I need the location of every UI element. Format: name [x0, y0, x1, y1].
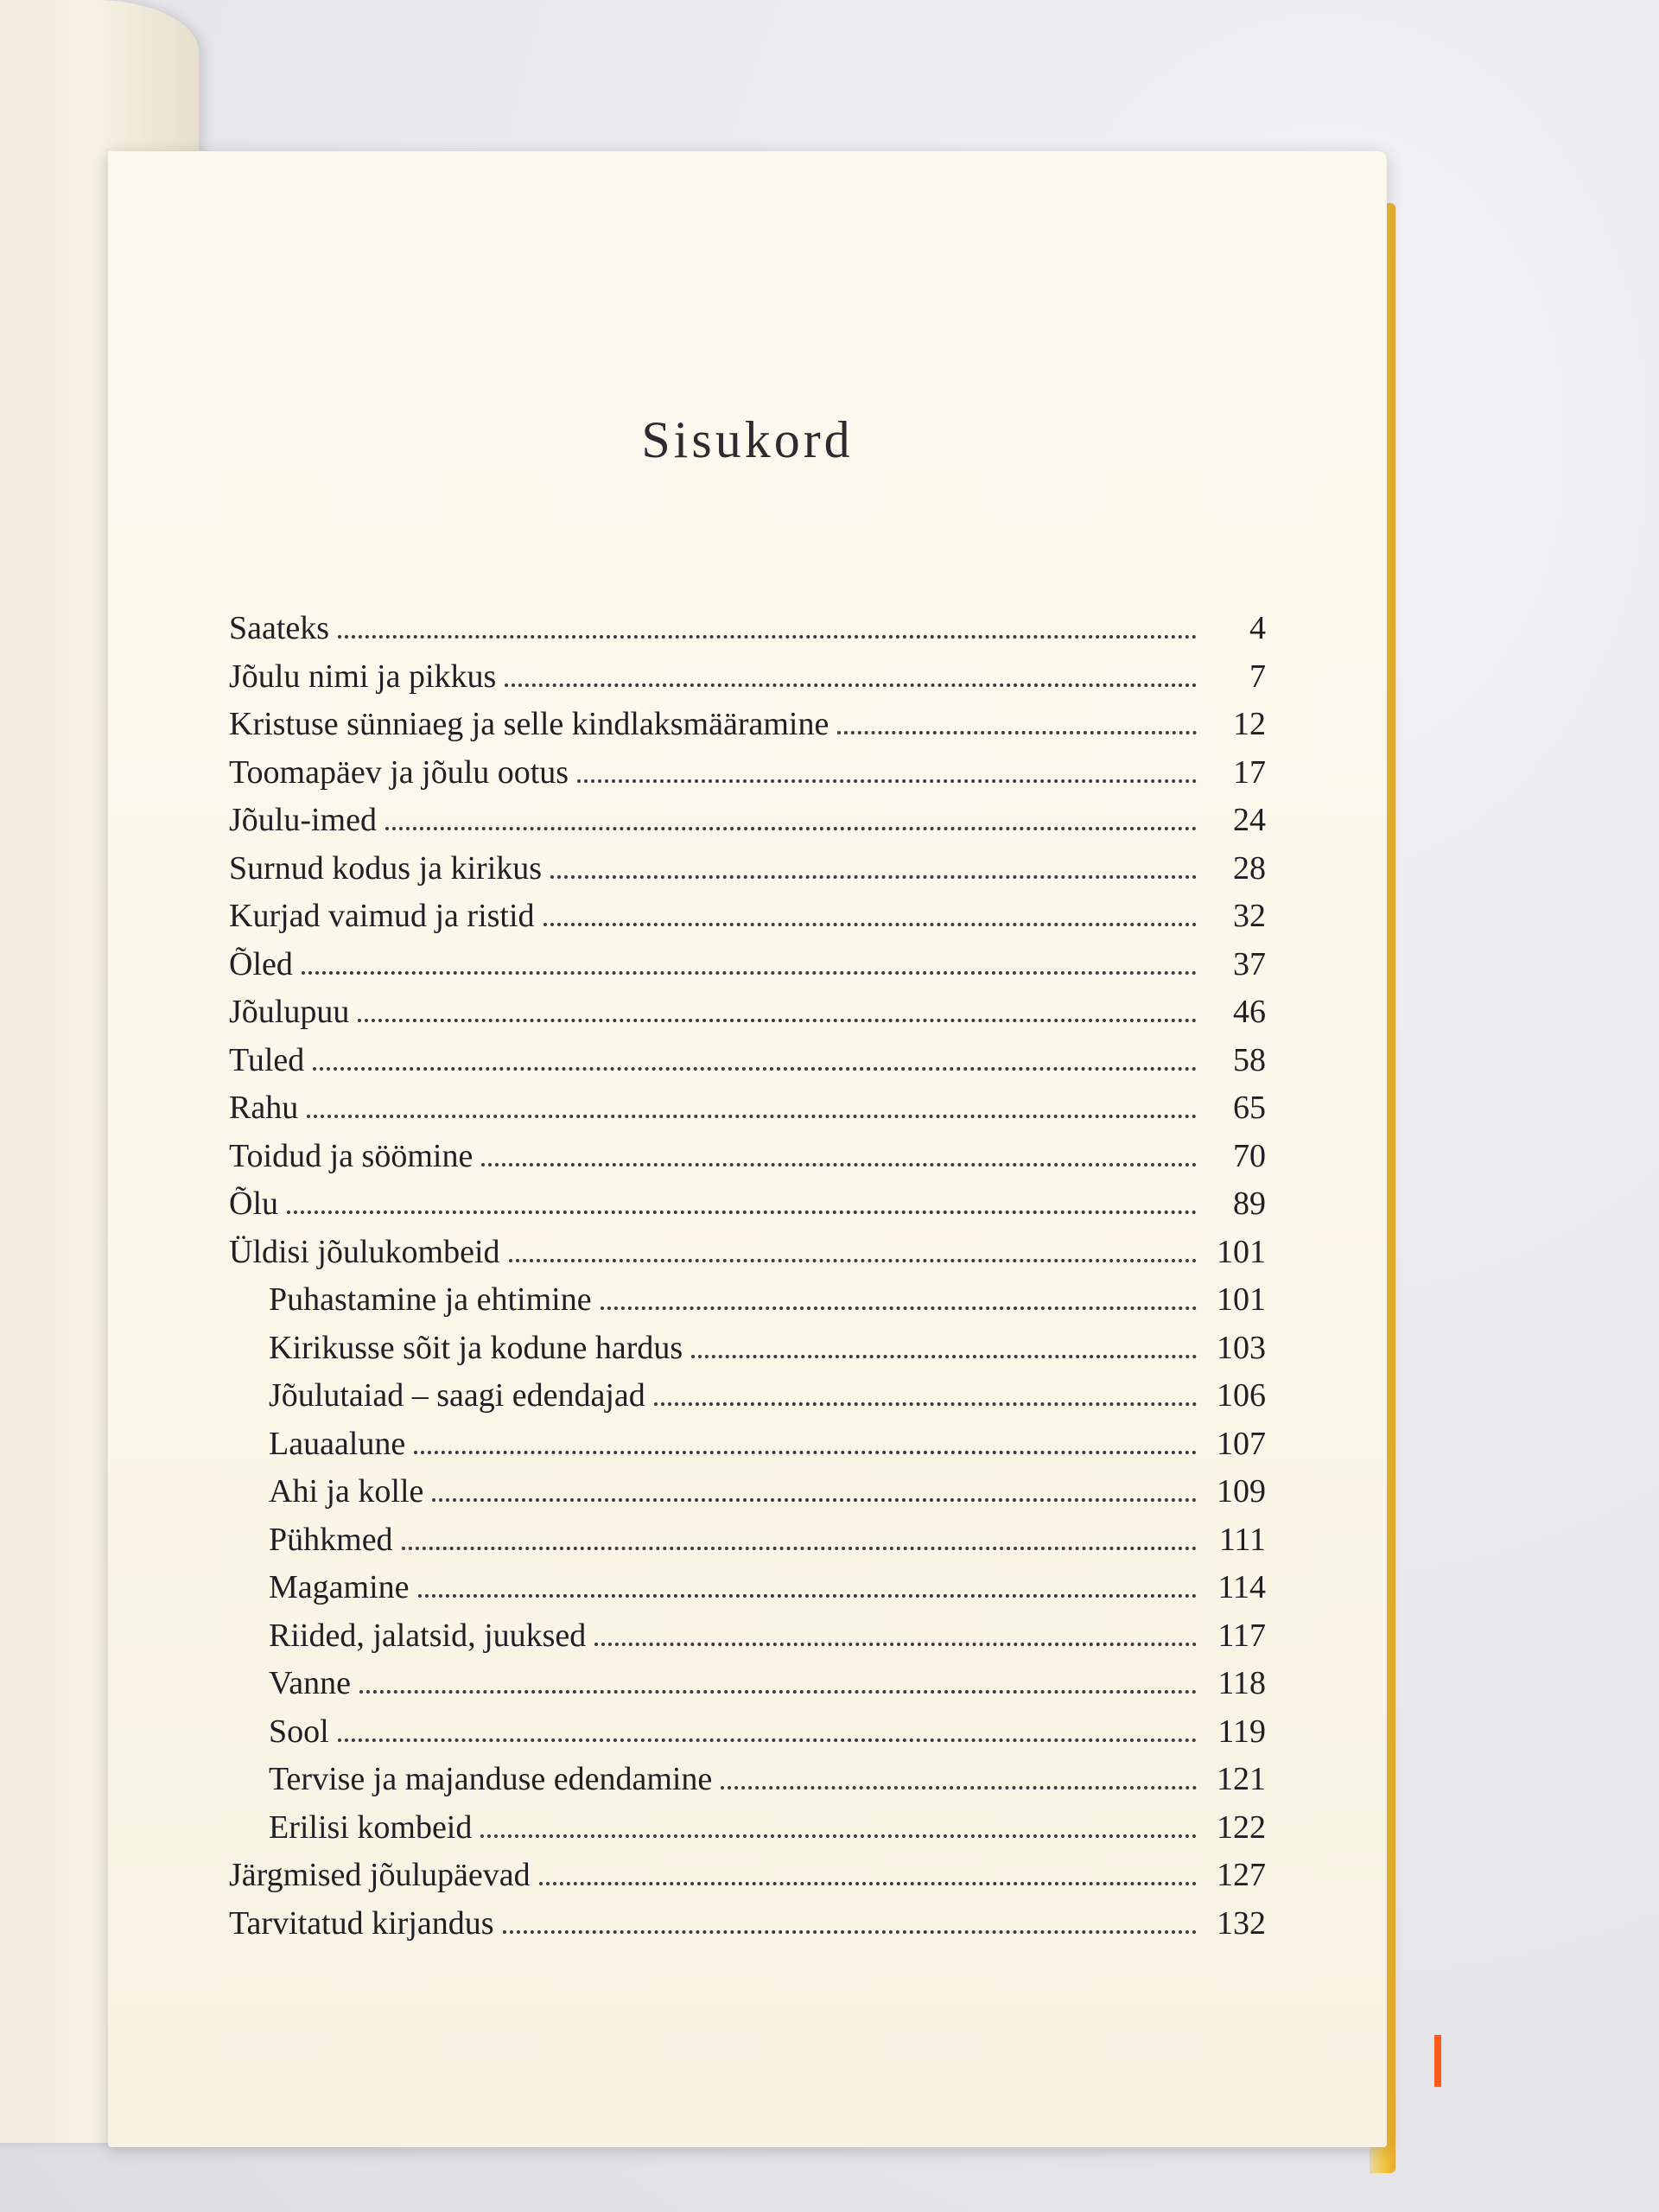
toc-entry — [229, 1521, 1266, 1569]
toc-entry-title: Saateks — [229, 610, 330, 646]
toc-dot-leader — [550, 875, 1197, 879]
toc-dot-leader — [307, 1115, 1197, 1118]
toc-entry-title: Sool — [269, 1713, 329, 1750]
toc-entry — [229, 1185, 1266, 1233]
toc-entry — [229, 705, 1266, 753]
toc-entry-page-number: 109 — [1217, 1473, 1266, 1510]
toc-entry — [229, 897, 1266, 945]
toc-entry-page-number: 106 — [1217, 1377, 1266, 1414]
toc-entry — [229, 993, 1266, 1041]
toc-dot-leader — [721, 1786, 1197, 1789]
toc-dot-leader — [385, 827, 1197, 830]
toc-entry — [229, 1472, 1266, 1521]
toc-entry — [229, 1760, 1266, 1808]
toc-entry — [229, 801, 1266, 849]
toc-entry-page-number: 127 — [1217, 1857, 1266, 1893]
toc-entry-title: Jõulupuu — [229, 994, 350, 1030]
toc-entry-title: Jõulutaiad – saagi edendajad — [269, 1377, 645, 1414]
toc-entry-title: Surnud kodus ja kirikus — [229, 849, 543, 887]
toc-entry-page-number: 132 — [1217, 1904, 1266, 1942]
toc-entry — [229, 1089, 1266, 1137]
toc-entry-title: Toidud ja söömine — [229, 1137, 474, 1174]
toc-entry-title: Riided, jalatsid, juuksed — [269, 1617, 587, 1654]
toc-entry — [229, 1425, 1266, 1473]
toc-entry-page-number: 46 — [1233, 994, 1266, 1030]
toc-entry — [229, 1233, 1266, 1281]
toc-dot-leader — [594, 1643, 1197, 1646]
toc-dot-leader — [503, 1930, 1197, 1934]
toc-entry-page-number: 12 — [1233, 706, 1266, 742]
toc-entry-page-number: 58 — [1233, 1041, 1266, 1078]
toc-entry-page-number: 70 — [1233, 1137, 1266, 1174]
toc-entry-page-number: 32 — [1233, 898, 1266, 934]
toc-entry — [229, 1664, 1266, 1713]
toc-entry-title: Ahi ja kolle — [269, 1473, 424, 1510]
toc-entry-title: Tervise ja majanduse edendamine — [269, 1761, 713, 1797]
toc-entry-page-number: 101 — [1217, 1281, 1266, 1318]
toc-entry-title: Kurjad vaimud ja ristid — [229, 898, 535, 934]
toc-entry-page-number: 89 — [1233, 1185, 1266, 1222]
toc-entry — [229, 1137, 1266, 1185]
toc-entry-title: Rahu — [229, 1090, 299, 1126]
toc-entry-page-number: 111 — [1218, 1521, 1266, 1558]
toc-dot-leader — [539, 1882, 1197, 1885]
toc-entry-title: Puhastamine ja ehtimine — [269, 1281, 592, 1318]
toc-entry-title: Järgmised jõulupäevad — [229, 1857, 531, 1893]
book-cover-accent — [1434, 2035, 1441, 2087]
toc-dot-leader — [338, 1738, 1197, 1742]
toc-entry-title: Lauaalune — [269, 1425, 406, 1462]
toc-entry-title: Kristuse sünniaeg ja selle kindlaksmääramine — [229, 706, 830, 742]
toc-entry-page-number: 37 — [1233, 945, 1266, 982]
toc-entry — [229, 1281, 1266, 1329]
toc-entry — [229, 658, 1266, 706]
toc-entry-page-number: 65 — [1233, 1090, 1266, 1126]
toc-entry-page-number: 121 — [1217, 1761, 1266, 1797]
toc-entry — [229, 1329, 1266, 1377]
toc-entry-title: Tarvitatud kirjandus — [229, 1904, 494, 1942]
toc-dot-leader — [505, 683, 1197, 687]
toc-entry — [229, 1904, 1266, 1953]
toc-entry-page-number: 119 — [1217, 1713, 1266, 1750]
toc-dot-leader — [338, 635, 1197, 639]
toc-entry-page-number: 107 — [1217, 1425, 1266, 1462]
toc-entry-page-number: 122 — [1217, 1808, 1266, 1846]
toc-dot-leader — [402, 1547, 1197, 1550]
toc-entry-page-number: 17 — [1233, 753, 1266, 791]
toc-entry — [229, 849, 1266, 898]
toc-entry-title: Üldisi jõulukombeid — [229, 1233, 500, 1270]
toc-entry-title: Tuled — [229, 1041, 305, 1078]
toc-entry — [229, 1617, 1266, 1665]
toc-entry-title: Vanne — [269, 1665, 351, 1701]
toc-entry-title: Õled — [229, 945, 293, 982]
toc-dot-leader — [302, 971, 1197, 975]
toc-dot-leader — [313, 1067, 1197, 1071]
toc-entry-title: Jõulu-imed — [229, 802, 377, 838]
toc-dot-leader — [432, 1498, 1197, 1502]
toc-dot-leader — [481, 1163, 1197, 1166]
toc-dot-leader — [837, 731, 1197, 734]
toc-dot-leader — [418, 1594, 1197, 1598]
toc-entry-title: Erilisi kombeid — [269, 1808, 473, 1846]
toc-entry — [229, 1568, 1266, 1617]
toc-entry — [229, 609, 1266, 658]
toc-entry — [229, 945, 1266, 994]
table-of-contents — [229, 609, 1266, 1952]
toc-entry-page-number: 118 — [1217, 1665, 1266, 1701]
toc-dot-leader — [577, 779, 1197, 783]
toc-entry — [229, 1041, 1266, 1090]
toc-dot-leader — [654, 1402, 1197, 1406]
toc-dot-leader — [543, 923, 1197, 926]
toc-entry-page-number: 117 — [1217, 1617, 1266, 1654]
toc-dot-leader — [480, 1834, 1197, 1838]
toc-entry — [229, 1808, 1266, 1857]
toc-entry-page-number: 7 — [1249, 658, 1266, 695]
toc-dot-leader — [414, 1451, 1197, 1454]
toc-entry-page-number: 24 — [1233, 802, 1266, 838]
book-page — [108, 151, 1387, 2147]
toc-entry-title: Kirikusse sõit ja kodune hardus — [269, 1329, 683, 1366]
toc-dot-leader — [509, 1259, 1198, 1262]
toc-entry-page-number: 28 — [1233, 849, 1266, 887]
page-title: Sisukord — [641, 411, 854, 468]
toc-dot-leader — [287, 1211, 1197, 1214]
toc-entry — [229, 1376, 1266, 1425]
toc-entry — [229, 1856, 1266, 1904]
toc-dot-leader — [359, 1690, 1197, 1694]
toc-entry — [229, 753, 1266, 802]
toc-entry-title: Pühkmed — [269, 1521, 393, 1558]
toc-dot-leader — [601, 1306, 1197, 1310]
toc-entry-page-number: 4 — [1249, 610, 1266, 646]
toc-dot-leader — [358, 1019, 1197, 1022]
toc-entry-title: Toomapäev ja jõulu ootus — [229, 753, 569, 791]
toc-entry-page-number: 114 — [1217, 1569, 1266, 1605]
toc-entry-title: Õlu — [229, 1185, 278, 1222]
toc-dot-leader — [691, 1355, 1197, 1358]
toc-entry — [229, 1713, 1266, 1761]
toc-entry-page-number: 101 — [1217, 1233, 1266, 1270]
toc-entry-page-number: 103 — [1217, 1329, 1266, 1366]
toc-entry-title: Magamine — [269, 1569, 410, 1605]
toc-entry-title: Jõulu nimi ja pikkus — [229, 658, 497, 695]
